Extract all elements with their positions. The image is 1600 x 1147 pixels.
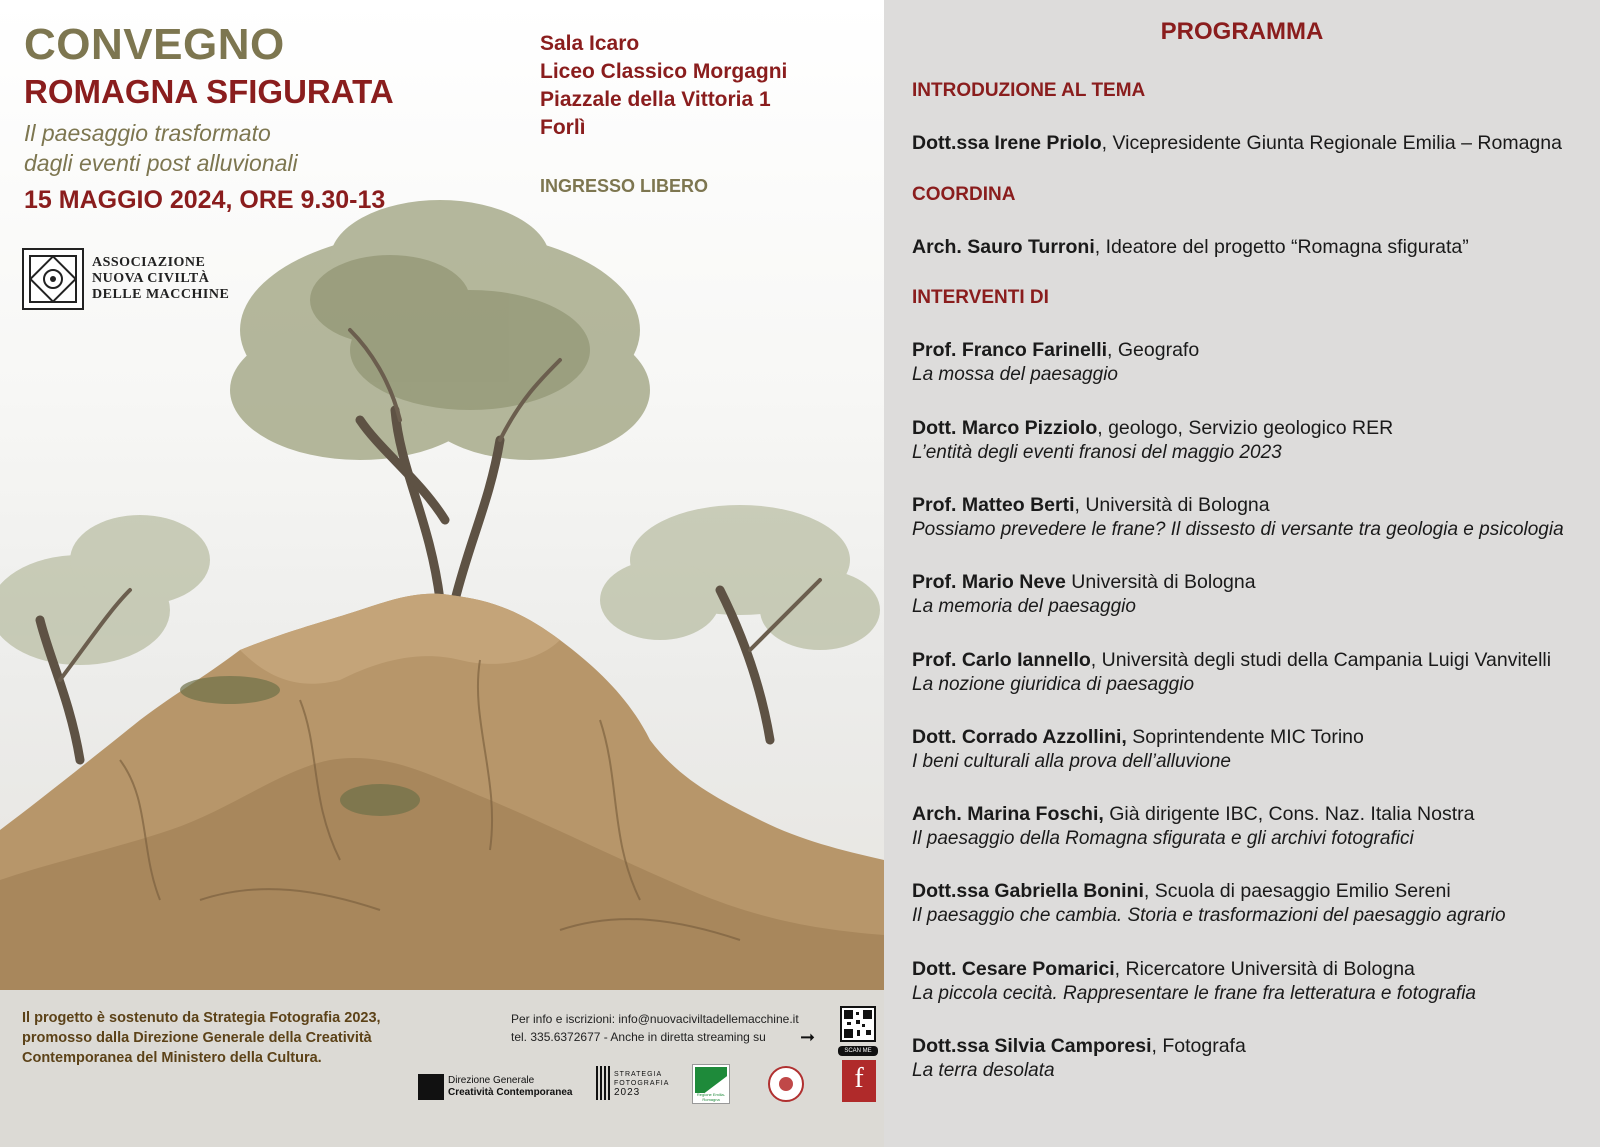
talk-speaker — [912, 571, 1256, 594]
talk-speaker — [912, 1035, 1246, 1058]
event-title: ROMAGNA SFIGURATA — [24, 73, 394, 110]
dgcc-line-1: Direzione Generale — [448, 1075, 535, 1086]
venue-block — [540, 30, 787, 142]
speaker-name: Dott.ssa Silvia Camporesi — [912, 1035, 1152, 1057]
talk-title: La mossa del paesaggio — [912, 364, 1118, 385]
talk-speaker — [912, 494, 1270, 517]
talk-title: Possiamo prevedere le frane? Il dissesto di versante tra geologia e psicologia — [912, 519, 1564, 540]
regione-text: Regione Emilia-Romagna — [696, 1092, 726, 1102]
venue-address: Piazzale della Vittoria 1 — [540, 88, 771, 111]
strategia-line-1: STRATEGIA — [614, 1070, 663, 1078]
venue-city: Forlì — [540, 116, 586, 139]
talk-title: L’entità degli eventi franosi del maggio 2023 — [912, 442, 1282, 463]
talk-title: La memoria del paesaggio — [912, 596, 1136, 617]
talk-speaker — [912, 726, 1364, 749]
talk-speaker — [912, 339, 1199, 362]
speaker-name: Dott. Cesare Pomarici — [912, 958, 1115, 980]
contact-info — [511, 1010, 799, 1046]
event-date: 15 MAGGIO 2024, ORE 9.30-13 — [24, 186, 386, 214]
university-seal-icon — [768, 1066, 804, 1102]
speaker-name: Dott.ssa Irene Priolo — [912, 132, 1102, 154]
talk-speaker — [912, 649, 1551, 672]
association-name — [92, 255, 229, 303]
support-text: Il progetto è sostenuto da Strategia Fotografia 2023, promosso dalla Direzione Generale della Creatività Contemporanea del Ministero della Cultura. — [22, 1010, 381, 1066]
association-emblem-icon — [22, 248, 84, 310]
speaker-name: Arch. Marina Foschi, — [912, 803, 1104, 825]
dgcc-mark-icon — [418, 1074, 444, 1100]
dgcc-line-2: Creatività Contemporanea — [448, 1087, 573, 1098]
foundation-f-logo-icon: f — [842, 1060, 876, 1102]
contact-email-line[interactable]: Per info e iscrizioni: info@nuovaciviltadellemacchine.it — [511, 1012, 799, 1026]
program-panel — [884, 0, 1600, 1147]
coord-speaker — [912, 236, 1469, 259]
speaker-name: Arch. Sauro Turroni — [912, 236, 1095, 258]
footer — [0, 990, 884, 1147]
program-title: PROGRAMMA — [1160, 18, 1324, 45]
speaker-name: Prof. Franco Farinelli — [912, 339, 1108, 361]
event-subtitle — [24, 118, 364, 178]
logo-regione-emilia-romagna — [692, 1064, 730, 1104]
strategia-text — [614, 1070, 669, 1097]
dgcc-text — [448, 1075, 572, 1099]
speaker-role: Già dirigente IBC, Cons. Naz. Italia Nostra — [1103, 803, 1475, 825]
coord-heading: COORDINA — [912, 184, 1016, 205]
speaker-name: Prof. Carlo Iannello — [912, 649, 1091, 671]
association-line-2: NUOVA CIVILTÀ — [92, 271, 210, 286]
speaker-name: Prof. Matteo Berti — [912, 494, 1075, 516]
intro-heading: INTRODUZIONE AL TEMA — [912, 80, 1146, 101]
speaker-name: Dott. Marco Pizziolo — [912, 417, 1098, 439]
talk-speaker — [912, 803, 1474, 826]
intro-speaker — [912, 132, 1562, 155]
contact-phone-line[interactable]: tel. 335.6372677 - Anche in diretta streaming su — [511, 1030, 766, 1044]
qr-code-icon[interactable] — [840, 1006, 876, 1042]
talk-speaker — [912, 417, 1393, 440]
logo-direzione-generale — [418, 1074, 572, 1100]
speaker-role: , Geografo — [1107, 339, 1200, 361]
talk-title: Il paesaggio della Romagna sfigurata e gli archivi fotografici — [912, 828, 1414, 849]
free-entry: INGRESSO LIBERO — [540, 176, 709, 196]
qr-scan-label: SCAN ME — [838, 1046, 878, 1056]
regione-flag-icon — [695, 1067, 727, 1093]
venue-room: Sala Icaro — [540, 32, 640, 55]
subtitle-line-2: dagli eventi post alluvionali — [24, 150, 298, 176]
talk-speaker — [912, 958, 1415, 981]
talk-speaker — [912, 880, 1451, 903]
speaker-role: , Ricercatore Università di Bologna — [1114, 958, 1415, 980]
venue-school: Liceo Classico Morgagni — [540, 60, 788, 83]
speaker-name: Dott.ssa Gabriella Bonini — [912, 880, 1144, 902]
talk-title: La piccola cecità. Rappresentare le frane fra letteratura e fotografia — [912, 983, 1476, 1004]
speaker-role: , geologo, Servizio geologico RER — [1097, 417, 1394, 439]
arrow-right-icon: ➞ — [800, 1027, 816, 1047]
speaker-role: , Università di Bologna — [1074, 494, 1270, 516]
association-logo — [22, 248, 229, 310]
strategia-line-3: 2023 — [614, 1086, 641, 1098]
speaker-role: Università di Bologna — [1065, 571, 1256, 593]
sponsor-logos — [418, 1060, 878, 1110]
talks-heading: INTERVENTI DI — [912, 287, 1049, 308]
association-line-1: ASSOCIAZIONE — [92, 255, 206, 270]
barcode-mark-icon — [596, 1066, 610, 1100]
speaker-name: Prof. Mario Neve — [912, 571, 1066, 593]
talk-title: Il paesaggio che cambia. Storia e trasformazioni del paesaggio agrario — [912, 905, 1506, 926]
speaker-role: Soprintendente MIC Torino — [1126, 726, 1364, 748]
strategia-line-2: FOTOGRAFIA — [614, 1079, 670, 1087]
talk-title: La nozione giuridica di paesaggio — [912, 674, 1195, 695]
talk-title: La terra desolata — [912, 1060, 1055, 1081]
speaker-role: , Università degli studi della Campania Luigi Vanvitelli — [1090, 649, 1552, 671]
speaker-role: , Ideatore del progetto “Romagna sfigurata” — [1094, 236, 1469, 258]
subtitle-line-1: Il paesaggio trasformato — [24, 120, 271, 146]
logo-strategia-fotografia — [596, 1066, 669, 1100]
speaker-role: , Fotografa — [1151, 1035, 1246, 1057]
speaker-role: , Scuola di paesaggio Emilio Sereni — [1143, 880, 1451, 902]
talk-title: I beni culturali alla prova dell’alluvione — [912, 751, 1231, 772]
association-line-3: DELLE MACCHINE — [92, 287, 230, 302]
speaker-role: , Vicepresidente Giunta Regionale Emilia – Romagna — [1101, 132, 1562, 154]
speaker-name: Dott. Corrado Azzollini, — [912, 726, 1127, 748]
event-type: CONVEGNO — [24, 20, 285, 69]
